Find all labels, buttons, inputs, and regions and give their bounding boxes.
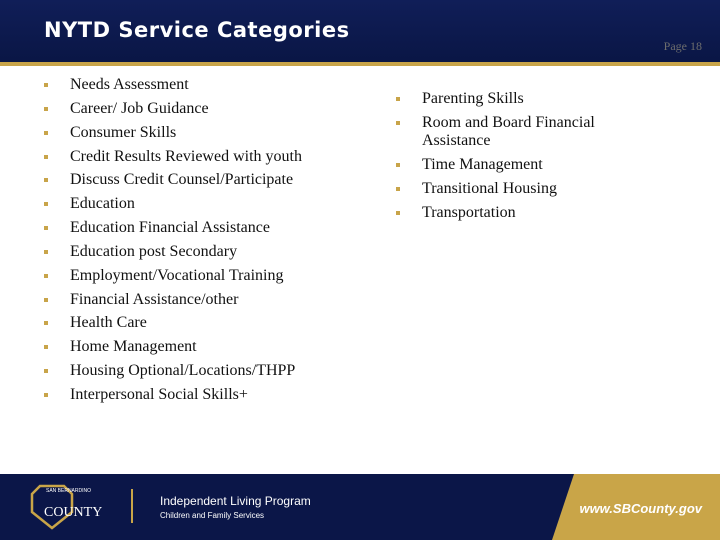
list-item-text: Time Management [422, 156, 543, 173]
list-item-text: Education [70, 195, 135, 213]
list-item-text: Credit Results Reviewed with youth [70, 147, 302, 165]
bullet-icon [44, 298, 48, 302]
list-item-text: Employment/Vocational Training [70, 266, 284, 284]
right-bullet-list [396, 90, 646, 228]
list-item [44, 267, 302, 291]
slide-header [0, 0, 720, 62]
list-item [396, 114, 646, 150]
bullet-icon [44, 393, 48, 397]
list-item [44, 100, 302, 124]
list-item-text: Room and Board Financial Assistance [422, 114, 595, 149]
bullet-icon [44, 202, 48, 206]
list-item-text: Parenting Skills [422, 90, 524, 107]
bullet-icon [44, 107, 48, 111]
bullet-icon [44, 131, 48, 135]
list-item-text: Consumer Skills [70, 123, 177, 141]
list-item [396, 90, 646, 108]
slide-title: NYTD Service Categories [44, 18, 350, 42]
bullet-icon [44, 178, 48, 182]
county-logo [26, 482, 120, 532]
list-item [44, 148, 302, 172]
list-item [44, 124, 302, 148]
list-item [44, 314, 302, 338]
bullet-icon [396, 211, 400, 215]
bullet-icon [44, 155, 48, 159]
list-item-text: Interpersonal Social Skills+ [70, 385, 248, 403]
list-item [44, 362, 302, 386]
list-item-text: Financial Assistance/other [70, 290, 239, 308]
list-item-text: Education Financial Assistance [70, 219, 270, 237]
list-item [396, 180, 646, 198]
bullet-icon [44, 274, 48, 278]
bullet-icon [396, 187, 400, 191]
list-item [44, 291, 302, 315]
list-item [44, 195, 302, 219]
bullet-icon [396, 163, 400, 167]
footer-divider [131, 489, 133, 523]
list-item-text: Needs Assessment [70, 76, 189, 93]
bullet-icon [44, 83, 48, 87]
list-item [44, 338, 302, 362]
page-number: Page 18 [663, 39, 702, 53]
bullet-icon [44, 369, 48, 373]
logo-arc-text: SAN BERNARDINO [46, 488, 92, 494]
list-item-text: Transitional Housing [422, 180, 557, 197]
list-item-text: Education post Secondary [70, 242, 238, 260]
list-item-text: Housing Optional/Locations/THPP [70, 362, 296, 380]
list-item [396, 156, 646, 174]
left-bullet-list [44, 76, 302, 410]
list-item-text: Career/ Job Guidance [70, 99, 209, 117]
bullet-icon [44, 226, 48, 230]
bullet-icon [44, 250, 48, 254]
list-item [44, 243, 302, 267]
list-item [44, 171, 302, 195]
header-gold-rule [0, 62, 720, 66]
bullet-icon [396, 121, 400, 125]
list-item [44, 386, 302, 410]
department-name: Children and Family Services [160, 511, 265, 520]
list-item-text: Health Care [70, 314, 147, 332]
list-item-text: Home Management [70, 338, 197, 356]
bullet-icon [44, 345, 48, 349]
list-item [44, 76, 302, 100]
logo-county-text: COUNTY [44, 505, 103, 520]
list-item [44, 219, 302, 243]
bullet-icon [44, 321, 48, 325]
bullet-icon [396, 97, 400, 101]
list-item [396, 204, 646, 222]
website-link[interactable]: www.SBCounty.gov [579, 501, 702, 516]
list-item-text: Transportation [422, 204, 516, 221]
list-item-text: Discuss Credit Counsel/Participate [70, 171, 294, 189]
program-name: Independent Living Program [160, 494, 311, 508]
